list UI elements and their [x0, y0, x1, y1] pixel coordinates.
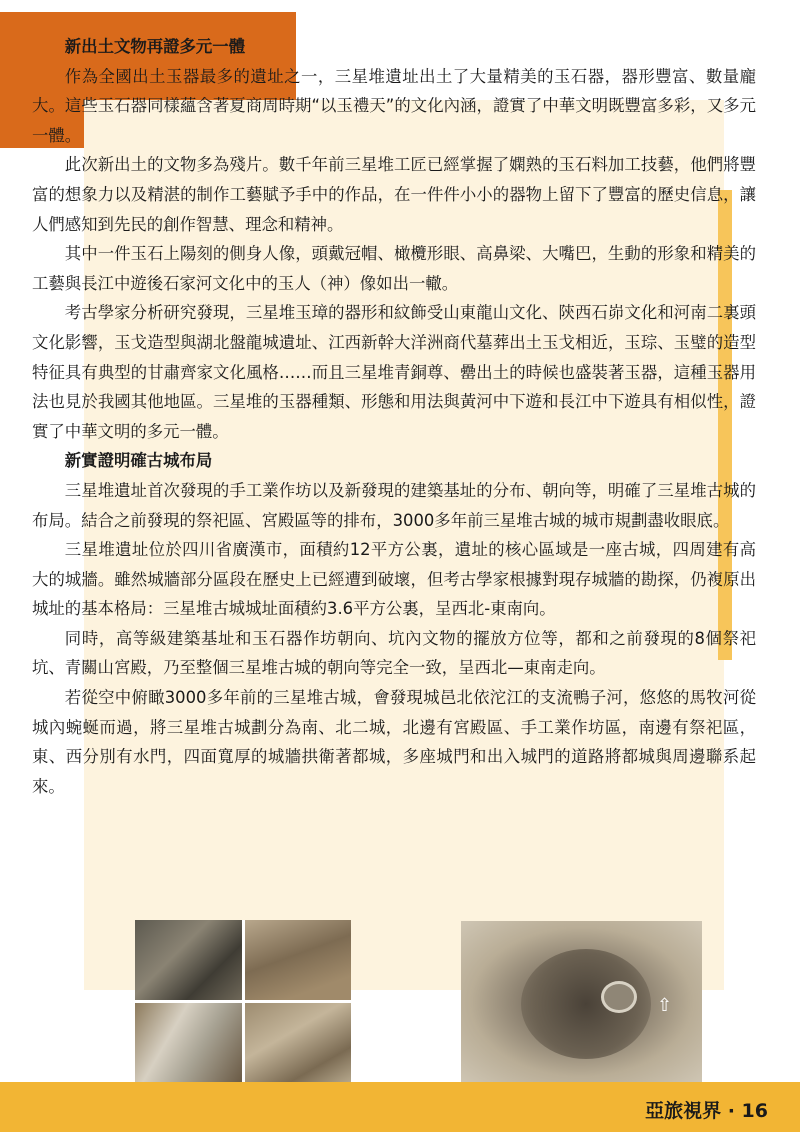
page-label: 亞旅視界 · 16	[645, 1100, 768, 1122]
section-heading: 新出土文物再證多元一體	[64, 37, 246, 56]
footer-bar	[0, 1082, 800, 1132]
paragraph: 同時，高等級建築基址和玉石器作坊朝向、坑內文物的擺放方位等，都和之前發現的8個祭祀坑、青關山宮殿，乃至整個三星堆古城的朝向等完全一致，呈西北—東南走向。	[32, 628, 756, 678]
paragraph: 此次新出土的文物多為殘片。數千年前三星堆工匠已經掌握了嫻熟的玉石料加工技藝，他們將豐富的想象力以及精湛的制作工藝賦予手中的作品，在一件件小小的器物上留下了豐富的歷史信息，讓人們感知到先民的創作智慧、理念和精神。	[32, 155, 756, 234]
excavation-photo-collage	[135, 920, 351, 1082]
photo-pit-with-vessels	[461, 921, 702, 1083]
photo-excavation-trench	[245, 920, 352, 1000]
paragraph: 考古學家分析研究發現，三星堆玉璋的器形和紋飾受山東龍山文化、陝西石峁文化和河南二裏頭文化影響，玉戈造型與湖北盤龍城遺址、江西新幹大洋洲商代墓葬出土玉戈相近，玉琮、玉璧的造型特征具有典型的甘肅齊家文化風格……而且三星堆青銅尊、罍出土的時候也盛裝著玉器，這種玉器用法也見於我國其他地區。三星堆的玉器種類、形態和用法與黃河中下遊和長江中下遊具有相似性，證實了中華文明的多元一體。	[32, 303, 756, 441]
section-heading: 新實證明確古城布局	[64, 451, 213, 471]
article-body	[32, 32, 756, 801]
photo-bone-fragments	[135, 1003, 242, 1083]
vessel-shape	[601, 981, 637, 1013]
paragraph: 若從空中俯瞰3000多年前的三星堆古城，會發現城邑北依沱江的支流鴨子河，悠悠的馬牧河從城內蜿蜒而過，將三星堆古城劃分為南、北二城，北邊有宮殿區、手工業作坊區，南邊有祭祀區，東、西分別有水門，四面寬厚的城牆拱衛著都城，多座城門和出入城門的道路將都城與周邊聯系起來。	[32, 688, 756, 796]
paragraph: 作為全國出土玉器最多的遺址之一，三星堆遺址出土了大量精美的玉石器，器形豐富、數量龐大。這些玉石器同樣蘊含著夏商周時期“以玉禮天”的文化內涵，證實了中華文明既豐富多彩，又多元一體。	[32, 66, 756, 145]
paragraph: 三星堆遺址位於四川省廣漢市，面積約12平方公裏，遺址的核心區域是一座古城，四周建有高大的城牆。雖然城牆部分區段在歷史上已經遭到破壞，但考古學家根據對現存城牆的勘探，仍複原出城址的基本格局：三星堆古城城址面積約3.6平方公裏，呈西北-東南向。	[32, 540, 756, 619]
paragraph: 三星堆遺址首次發現的手工業作坊以及新發現的建築基址的分布、朝向等，明確了三星堆古城的布局。結合之前發現的祭祀區、宮殿區等的排布，3000多年前三星堆古城的城市規劃盡收眼底。	[32, 480, 756, 530]
paragraph: 其中一件玉石上陽刻的側身人像，頭戴冠帽、橄欖形眼、高鼻梁、大嘴巴，生動的形象和精美的工藝與長江中遊後石家河文化中的玉人（神）像如出一轍。	[32, 244, 756, 293]
photo-ivory-tusks	[135, 920, 242, 1000]
photo-artifact-pit	[245, 1003, 352, 1083]
north-arrow-icon: ⇧	[657, 995, 673, 1016]
